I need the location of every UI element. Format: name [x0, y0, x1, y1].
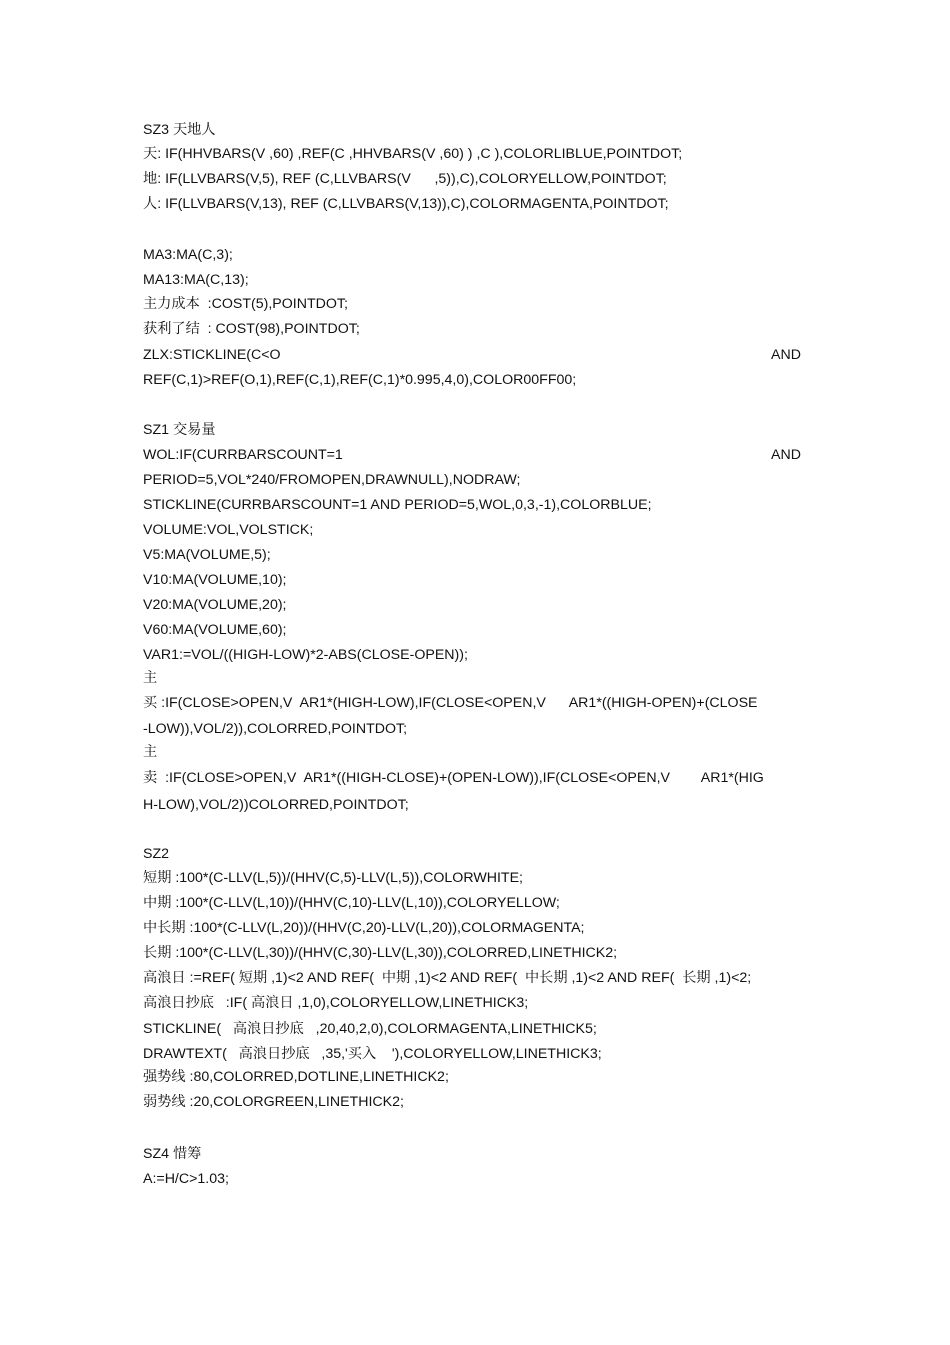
code-line: 主力成本 :COST(5),POINTDOT;	[143, 296, 348, 312]
section-heading-sz1: SZ1 交易量	[143, 422, 216, 438]
code-line: STICKLINE( 高浪日抄底 ,20,40,2,0),COLORMAGENTA,LINETHICK5;	[143, 1021, 597, 1037]
code-line: -LOW)),VOL/2)),COLORRED,POINTDOT;	[143, 721, 408, 737]
code-line: 地: IF(LLVBARS(V,5), REF (C,LLVBARS(V ,5)),C),COLORYELLOW,POINTDOT;	[143, 171, 667, 187]
code-line: DRAWTEXT( 高浪日抄底 ,35,'买入 '),COLORYELLOW,LINETHICK3;	[143, 1046, 602, 1062]
code-line-justified	[143, 346, 801, 364]
code-line: H-LOW),VOL/2))COLORRED,POINTDOT;	[143, 797, 409, 813]
code-line-left: ZLX:STICKLINE(C<O	[143, 347, 281, 363]
code-line: 买 :IF(CLOSE>OPEN,V AR1*(HIGH-LOW),IF(CLOSE<OPEN,V AR1*((HIGH-OPEN)+(CLOSE	[143, 695, 758, 711]
code-line: 短期 :100*(C-LLV(L,5))/(HHV(C,5)-LLV(L,5)),COLORWHITE;	[143, 870, 523, 886]
code-line-right: AND	[771, 447, 801, 463]
code-line: 中长期 :100*(C-LLV(L,20))/(HHV(C,20)-LLV(L,20)),COLORMAGENTA;	[143, 920, 585, 936]
code-line: V60:MA(VOLUME,60);	[143, 622, 287, 638]
code-line: 弱势线 :20,COLORGREEN,LINETHICK2;	[143, 1094, 404, 1110]
section-heading-sz3: SZ3 天地人	[143, 122, 216, 138]
code-line: 获利了结 : COST(98),POINTDOT;	[143, 321, 360, 337]
code-line: 中期 :100*(C-LLV(L,10))/(HHV(C,10)-LLV(L,10)),COLORYELLOW;	[143, 895, 560, 911]
code-line: A:=H/C>1.03;	[143, 1171, 229, 1187]
code-line: 主	[143, 670, 158, 686]
code-line: 天: IF(HHVBARS(V ,60) ,REF(C ,HHVBARS(V ,60) ) ,C ),COLORLIBLUE,POINTDOT;	[143, 146, 683, 162]
code-line: 高浪日抄底 :IF( 高浪日 ,1,0),COLORYELLOW,LINETHICK3;	[143, 995, 529, 1011]
code-line: V10:MA(VOLUME,10);	[143, 572, 287, 588]
code-line-right: AND	[771, 347, 801, 363]
code-line: 长期 :100*(C-LLV(L,30))/(HHV(C,30)-LLV(L,30)),COLORRED,LINETHICK2;	[143, 945, 618, 961]
code-line: 主	[143, 744, 158, 760]
code-line: PERIOD=5,VOL*240/FROMOPEN,DRAWNULL),NODRAW;	[143, 472, 521, 488]
code-line: 人: IF(LLVBARS(V,13), REF (C,LLVBARS(V,13)),C),COLORMAGENTA,POINTDOT;	[143, 196, 669, 212]
code-line: 高浪日 :=REF( 短期 ,1)<2 AND REF( 中期 ,1)<2 AND REF( 中长期 ,1)<2 AND REF( 长期 ,1)<2;	[143, 970, 752, 986]
code-line: 强势线 :80,COLORRED,DOTLINE,LINETHICK2;	[143, 1069, 449, 1085]
code-line: STICKLINE(CURRBARSCOUNT=1 AND PERIOD=5,WOL,0,3,-1),COLORBLUE;	[143, 497, 652, 513]
section-heading-sz2: SZ2	[143, 846, 170, 862]
section-heading-sz4: SZ4 惜筹	[143, 1146, 202, 1162]
code-line-left: WOL:IF(CURRBARSCOUNT=1	[143, 447, 343, 463]
code-line: V20:MA(VOLUME,20);	[143, 597, 287, 613]
code-line: 卖 :IF(CLOSE>OPEN,V AR1*((HIGH-CLOSE)+(OPEN-LOW)),IF(CLOSE<OPEN,V AR1*(HIG	[143, 770, 764, 786]
code-line-justified	[143, 446, 801, 464]
code-line: VOLUME:VOL,VOLSTICK;	[143, 522, 314, 538]
code-line: V5:MA(VOLUME,5);	[143, 547, 271, 563]
code-line: VAR1:=VOL/((HIGH-LOW)*2-ABS(CLOSE-OPEN));	[143, 647, 468, 663]
code-line: MA13:MA(C,13);	[143, 272, 249, 288]
code-line: MA3:MA(C,3);	[143, 247, 233, 263]
code-line: REF(C,1)>REF(O,1),REF(C,1),REF(C,1)*0.995,4,0),COLOR00FF00;	[143, 372, 577, 388]
